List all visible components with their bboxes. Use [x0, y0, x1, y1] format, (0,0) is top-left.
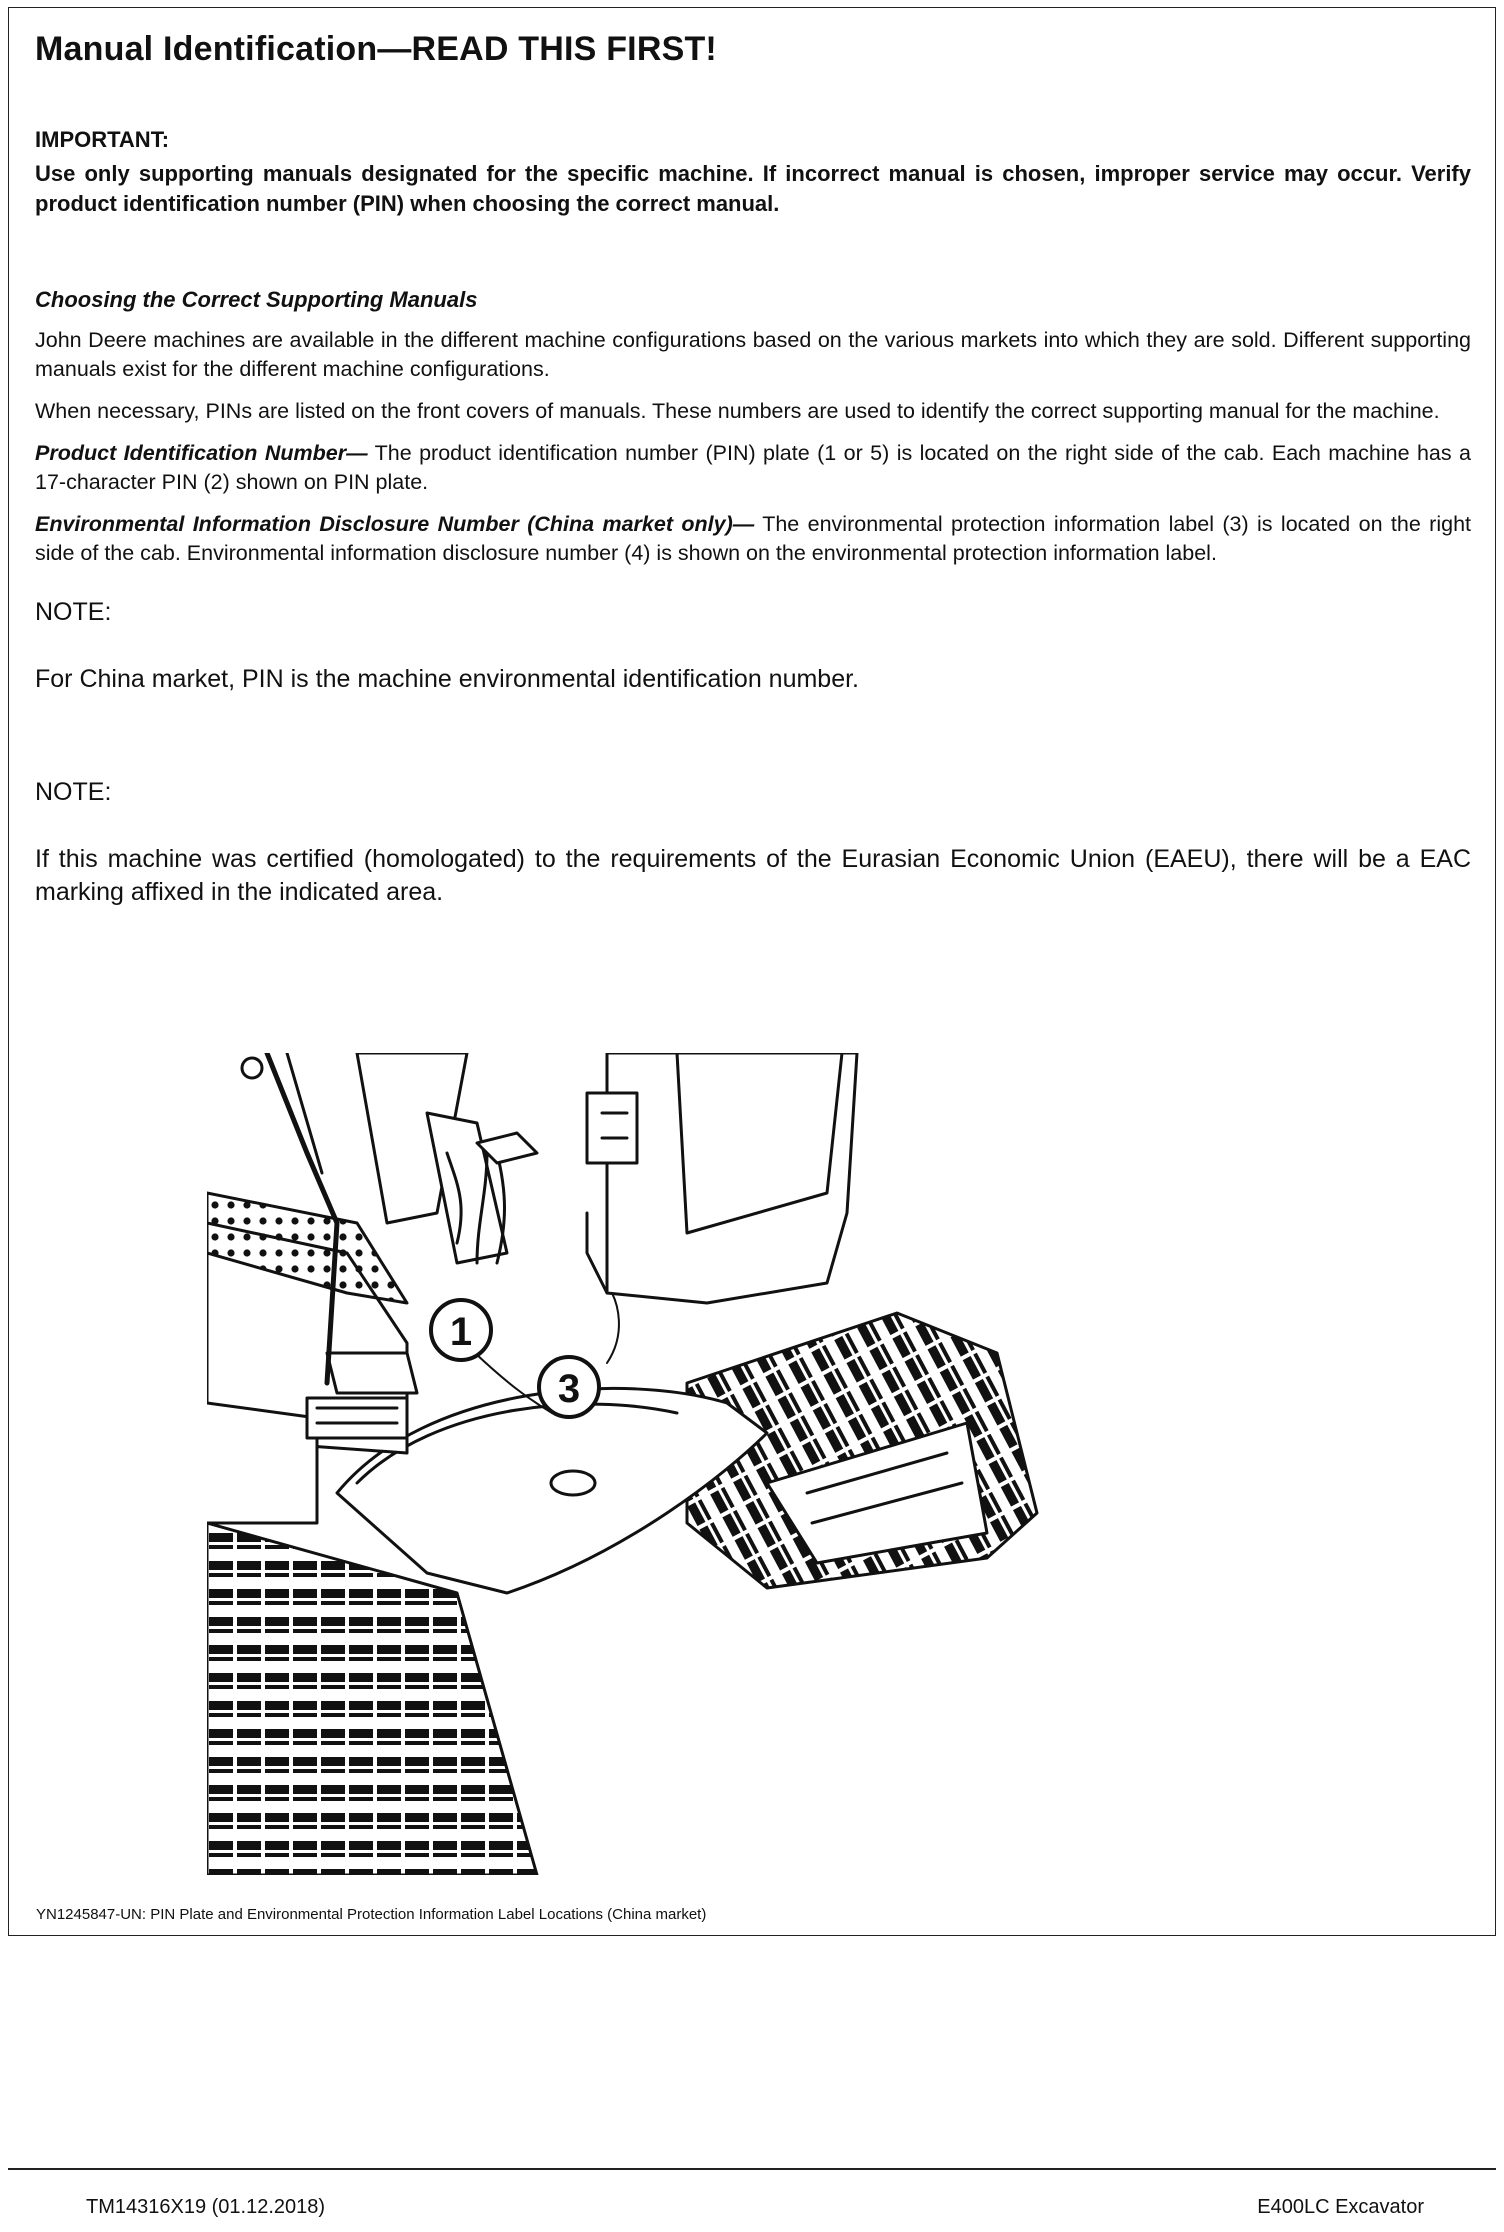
paragraph-4: [35, 510, 1471, 568]
note-1-label: NOTE:: [35, 598, 112, 626]
paragraph-3-text: The product identification number (PIN) plate (1 or 5) is located on the right side of the cab. Each machine has a 17-character PIN (2) shown on PIN plate.: [35, 441, 1471, 494]
note-1-text: For China market, PIN is the machine environmental identification number.: [35, 665, 859, 693]
important-text: Use only supporting manuals designated for the specific machine. If incorrect manual is chosen, improper service may occur. Verify product identification number (PIN) when choosing the correct manual.: [35, 161, 1471, 216]
paragraph-4-text: The environmental protection information label (3) is located on the right side of the cab. Environmental information disclosure number (4) is shown on the environmental protection information label.: [35, 512, 1471, 565]
paragraph-1: John Deere machines are available in the different machine configurations based on the various markets into which they are sold. Different supporting manuals exist for the different machine configurations.: [35, 328, 1471, 381]
paragraph-3: [35, 439, 1471, 497]
note-2-text: If this machine was certified (homologated) to the requirements of the Eurasian Economic Union (EAEU), there will be a EAC marking affixed in the indicated area.: [35, 845, 1471, 906]
important-label: IMPORTANT:: [35, 127, 170, 152]
section-heading: Choosing the Correct Supporting Manuals: [35, 287, 478, 312]
callout-3-label: 3: [557, 1367, 581, 1411]
callout-1: [431, 1300, 491, 1360]
paragraph-4-lead: Environmental Information Disclosure Number (China market only)—: [35, 512, 755, 536]
footer-document-id: TM14316X19 (01.12.2018): [86, 2196, 326, 2218]
figure-caption: YN1245847-UN: PIN Plate and Environmental Protection Information Label Locations (China market): [36, 1906, 707, 1923]
footer-rule: [8, 2168, 1496, 2170]
page-frame: [8, 7, 1496, 1936]
note-2-label: NOTE:: [35, 778, 112, 806]
footer-model: E400LC Excavator: [1257, 2196, 1424, 2218]
paragraph-2: When necessary, PINs are listed on the front covers of manuals. These numbers are used to identify the correct supporting manual for the machine.: [35, 399, 1440, 423]
page-title: Manual Identification—READ THIS FIRST!: [35, 30, 717, 68]
paragraph-3-lead: Product Identification Number—: [35, 441, 368, 465]
callout-1-label: 1: [449, 1310, 473, 1354]
content: [35, 30, 1471, 909]
excavator-illustration: [207, 1053, 1145, 1875]
callout-3: [539, 1357, 599, 1417]
